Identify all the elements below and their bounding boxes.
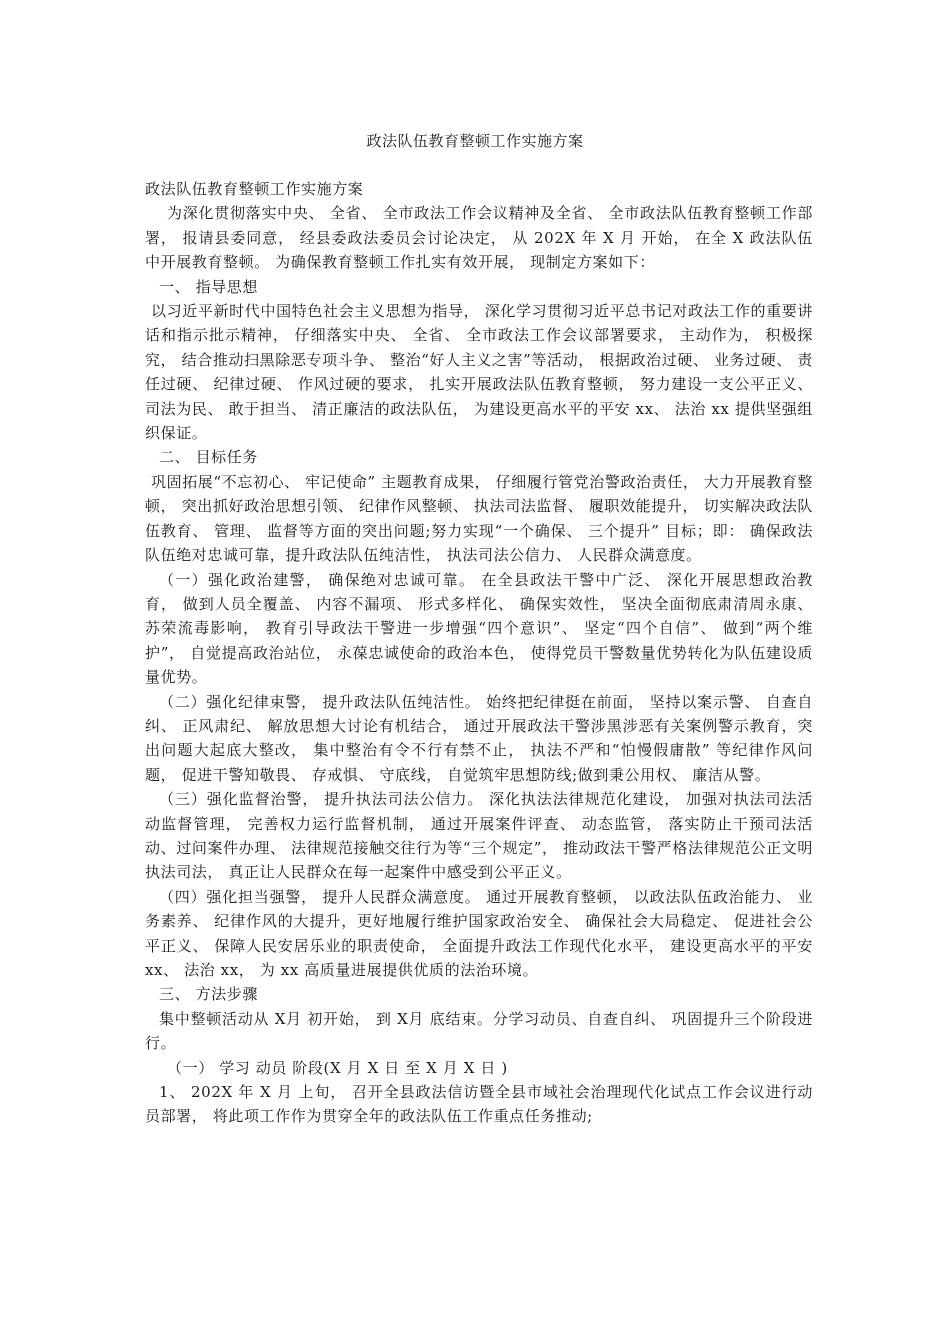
phase-heading-1: （一） 学习 动员 阶段(X 月 X 日 至 X 月 X 日 ) (167, 1058, 508, 1077)
subsection-1-paragraph: （一）强化政治建警， 确保绝对忠诚可靠。 在全县政法干警中广泛、 深化开展思想政治教育， 做到人员全覆盖、 内容不漏项、 形式多样化、 确保实效性， 坚决全面彻底肃清周永康、 苏荣流毒影响， 教育引导政法干警进一步增强“四个意识”、 坚定“四个自信”、 做到“两个维护”， 自觉提高政治站位， 永葆忠诚使命的政治本色， 使得党员干警数量优势转化为队伍建设质量优势。 (145, 570, 813, 687)
method-paragraph: 集中整顿活动从 X月 初开始， 到 X月 底结束。分学习动员、自查自纠、 巩固提升三个阶段进行。 (145, 1009, 813, 1053)
page-title: 政法队伍教育整顿工作实施方案 (366, 132, 584, 150)
section-heading-2: 二、 目标任务 (159, 448, 258, 467)
goals-paragraph: 巩固拓展“不忘初心、 牢记使命” 主题教育成果， 仔细履行管党治警政治责任， 大力开展教育整顿， 突出抓好政治思想引领、 纪律作风整顿、 执法司法监督、 履职效能提升， 切实解决政法队伍教育、 管理、 监督等方面的突出问题;努力实现“一个确保、 三个提升” 目标；即： 确保政法队伍绝对忠诚可靠，提升政法队伍纯洁性， 执法司法公信力、 人民群众满意度。 (145, 472, 814, 565)
subsection-2-paragraph: （二）强化纪律束警， 提升政法队伍纯洁性。 始终把纪律挺在前面， 坚持以案示警、 自查自纠、 正风肃纪、 解放思想大讨论有机结合， 通过开展政法干警涉黑涉恶有关案例警示教育，突出问题大起底大整改， 集中整治有令不行有禁不止， 执法不严和“怕慢假庸散” 等纪律作风问题， 促进干警知敬畏、 存戒惧、 守底线， 自觉筑牢思想防线;做到秉公用权、 廉洁从警。 (145, 692, 813, 784)
subsection-3-paragraph: （三）强化监督治警， 提升执法司法公信力。 深化执法法律规范化建设， 加强对执法司法活动监督管理， 完善权力运行监督机制， 通过开展案件评查、 动态监管， 落实防止干预司法活动、过问案件办理、 法律规范接触交往行为等“三个规定”， 推动政法干警严格法律规范公正文明执法司法， 真正让人民群众在每一起案件中感受到公平正义。 (145, 790, 813, 882)
phase-item-1: 1、 202X 年 X 月 上旬， 召开全县政法信访暨全县市域社会治理现代化试点工作会议进行动员部署， 将此项工作作为贯穿全年的政法队伍工作重点任务推动; (145, 1083, 813, 1126)
document-body (145, 177, 813, 1129)
body-heading: 政法队伍教育整顿工作实施方案 (145, 180, 364, 198)
intro-paragraph: 为深化贯彻落实中央、 全省、 全市政法工作会议精神及全省、 全市政法队伍教育整顿工作部署， 报请县委同意， 经县委政法委员会讨论决定， 从 202X 年 X 月 开始， 在全 X 政法队伍中开展教育整顿。 为确保教育整顿工作扎实有效开展， 现制定方案如下： (145, 204, 813, 272)
section-heading-1: 一、 指导思想 (159, 277, 258, 296)
subsection-4-paragraph: （四）强化担当强警， 提升人民群众满意度。 通过开展教育整顿， 以政法队伍政治能力、 业务素养、 纪律作风的大提升，更好地履行维护国家政治安全、 确保社会大局稳定、 促进社会公平正义、 保障人民安居乐业的职责使命， 全面提升政法工作现代化水平， 建设更高水平的平安 xx、 法治 xx， 为 xx 高质量进展提供优质的法治环境。 (145, 887, 813, 979)
section-heading-3: 三、 方法步骤 (159, 985, 258, 1004)
guiding-thought-paragraph: 以习近平新时代中国特色社会主义思想为指导， 深化学习贯彻习近平总书记对政法工作的重要讲话和指示批示精神， 仔细落实中央、 全省、 全市政法工作会议部署要求， 主动作为， 积极探究， 结合推动扫黑除恶专项斗争、 整治“好人主义之害”等活动， 根据政治过硬、 业务过硬、 责任过硬、 纪律过硬、 作风过硬的要求， 扎实开展政法队伍教育整顿， 努力建设一支公平正义、 司法为民、 敢于担当、 清正廉洁的政法队伍， 为建设更高水平的平安 xx、 法治 xx 提供坚强组织保证。 (145, 302, 813, 443)
